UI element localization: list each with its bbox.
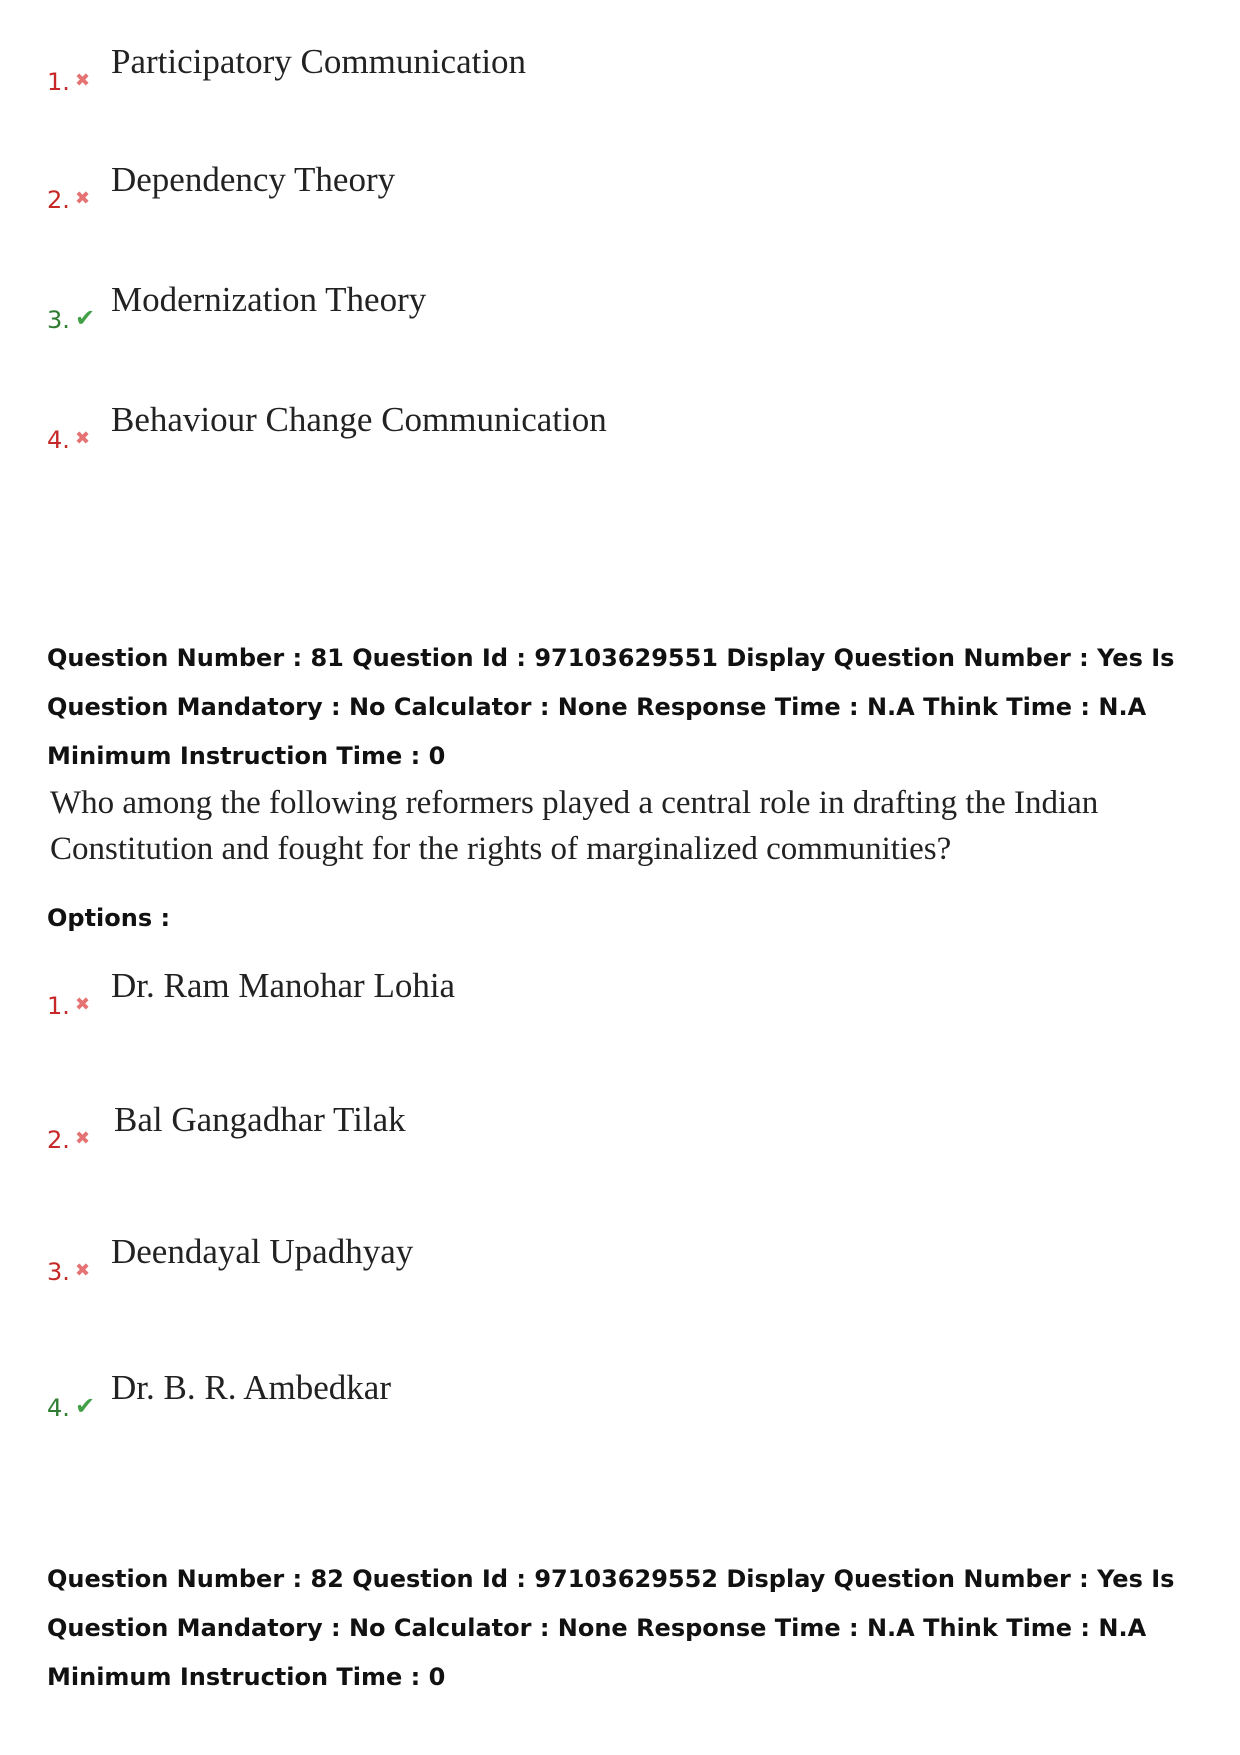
option-number: 2. <box>47 186 70 214</box>
option-number: 3. <box>47 306 70 334</box>
option-row <box>47 1232 413 1286</box>
check-icon: ✔ <box>75 304 96 332</box>
option-text: Dependency Theory <box>111 160 396 199</box>
option-row <box>47 280 426 334</box>
option-row <box>47 966 455 1020</box>
option-row <box>47 400 607 454</box>
check-icon: ✔ <box>75 1392 96 1420</box>
option-text: Deendayal Upadhyay <box>111 1232 414 1271</box>
cross-icon: ✖ <box>75 70 91 91</box>
option-row <box>47 1368 391 1422</box>
cross-icon: ✖ <box>75 188 91 209</box>
option-text: Modernization Theory <box>111 280 427 319</box>
option-text: Participatory Communication <box>111 42 527 81</box>
option-number: 4. <box>47 1394 70 1422</box>
question-meta: Question Number : 82 Question Id : 97103629552 Display Question Number : Yes Is Question Mandatory : No Calculator : None Response Time : N.A Think Time : N.A Minimum Instruction Time : 0 <box>47 1565 1175 1691</box>
cross-icon: ✖ <box>75 428 91 449</box>
cross-icon: ✖ <box>75 994 91 1015</box>
cross-icon: ✖ <box>75 1128 91 1149</box>
option-number: 4. <box>47 426 70 454</box>
option-row <box>47 42 526 96</box>
options-label: Options : <box>47 904 171 932</box>
option-text: Bal Gangadhar Tilak <box>114 1100 406 1139</box>
option-number: 1. <box>47 68 70 96</box>
option-row <box>47 1100 406 1154</box>
option-number: 2. <box>47 1126 70 1154</box>
option-number: 3. <box>47 1258 70 1286</box>
option-row <box>47 160 395 214</box>
option-text: Behaviour Change Communication <box>111 400 607 439</box>
question-text: Who among the following reformers played a central role in drafting the Indian Constitution and fought for the rights of marginalized communities? <box>50 785 1099 867</box>
cross-icon: ✖ <box>75 1260 91 1281</box>
question-meta: Question Number : 81 Question Id : 97103629551 Display Question Number : Yes Is Question Mandatory : No Calculator : None Response Time : N.A Think Time : N.A Minimum Instruction Time : 0 <box>47 644 1175 770</box>
option-number: 1. <box>47 992 70 1020</box>
option-text: Dr. B. R. Ambedkar <box>111 1368 391 1407</box>
option-text: Dr. Ram Manohar Lohia <box>111 966 456 1005</box>
